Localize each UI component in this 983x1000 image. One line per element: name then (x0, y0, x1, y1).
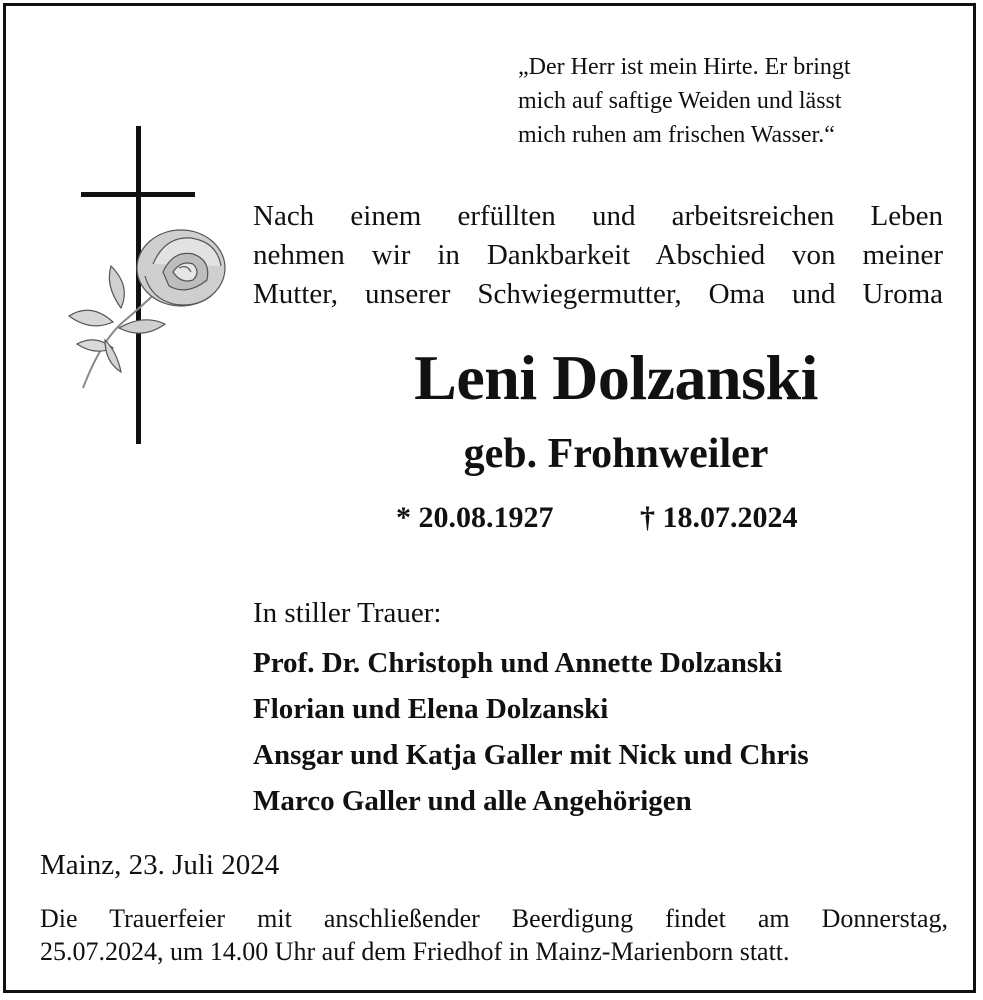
maiden-name: geb. Frohnweiler (463, 431, 769, 477)
intro-line: nehmen wir in Dankbarkeit Abschied von meiner (253, 239, 943, 271)
mourner-entry: Florian und Elena Dolzanski (253, 693, 609, 725)
intro-text (253, 197, 943, 314)
death-date: † 18.07.2024 (640, 501, 798, 534)
mourners-list (253, 640, 953, 824)
service-line: Die Trauerfeier mit anschließender Beerdigung findet am Donnerstag, (40, 904, 948, 933)
mourning-heading: In stiller Trauer: (253, 597, 442, 629)
funeral-service-info (40, 902, 948, 968)
intro-line: Mutter, unserer Schwiegermutter, Oma und Uroma (253, 278, 943, 310)
place-date: Mainz, 23. Juli 2024 (40, 849, 280, 881)
intro-line: Nach einem erfüllten und arbeitsreichen Leben (253, 200, 943, 232)
rose-icon (69, 230, 225, 388)
birth-date: * 20.08.1927 (396, 501, 554, 534)
mourner-entry: Marco Galler und alle Angehörigen (253, 785, 692, 817)
bible-quote: „Der Herr ist mein Hirte. Er bringt mich auf saftige Weiden und lässt mich ruhen am frischen Wasser.“ (518, 54, 851, 148)
service-line: 25.07.2024, um 14.00 Uhr auf dem Friedhof in Mainz-Marienborn statt. (40, 937, 790, 966)
mourner-entry: Ansgar und Katja Galler mit Nick und Chris (253, 739, 809, 771)
mourner-entry: Prof. Dr. Christoph und Annette Dolzanski (253, 647, 783, 679)
deceased-name: Leni Dolzanski (414, 342, 818, 413)
cross-rose-emblem (61, 126, 241, 456)
obituary-notice (3, 3, 976, 993)
